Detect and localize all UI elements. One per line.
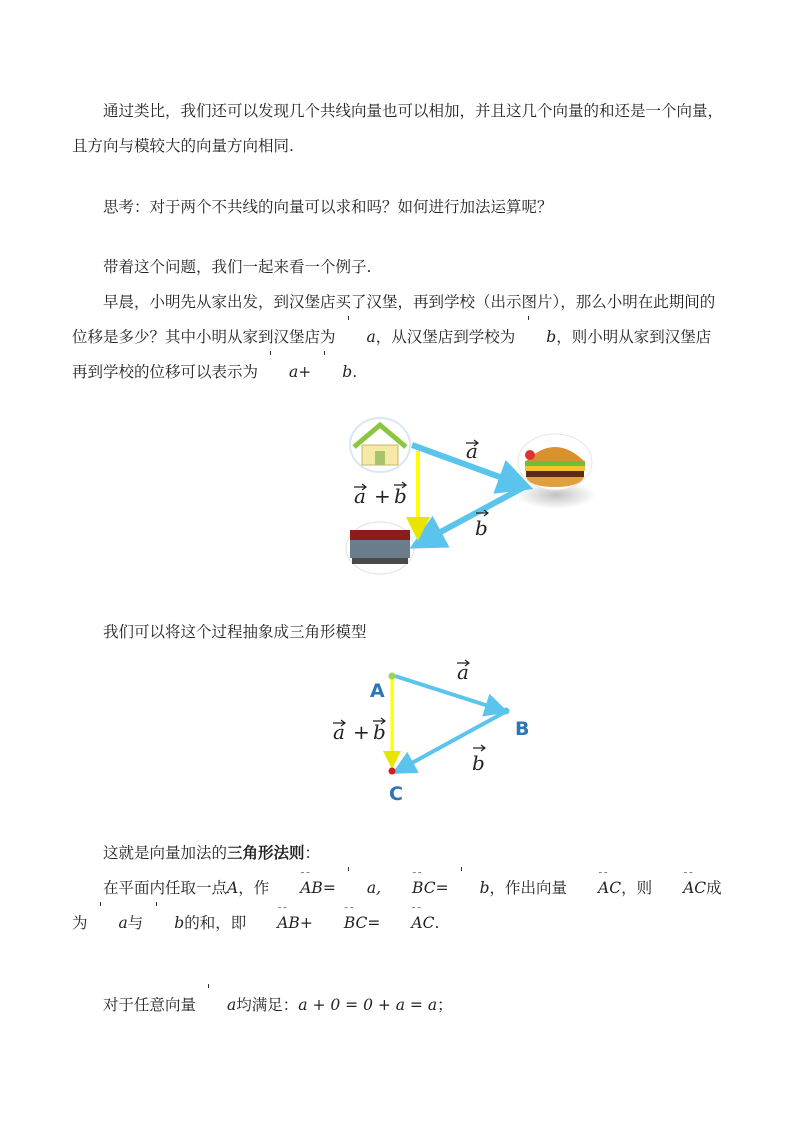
house-icon xyxy=(350,418,410,472)
text-segment: ，从汉堡店到学校为 xyxy=(375,328,516,346)
label-a-text: a xyxy=(466,439,478,463)
text-segment: . xyxy=(352,363,358,381)
label-sum-a-text: a xyxy=(333,720,345,744)
arrow-b xyxy=(420,485,528,543)
arrow-b xyxy=(399,712,505,770)
school-icon xyxy=(346,522,414,574)
point-a-label: A xyxy=(370,680,385,702)
text-segment: ，作出向量 xyxy=(489,879,568,897)
label-sum-a-text: a xyxy=(354,484,366,508)
label-sum-plus-text: + xyxy=(353,720,370,744)
label-b-text: b xyxy=(472,751,485,775)
label-sum-b-text: b xyxy=(373,720,386,744)
paragraph-abstraction xyxy=(72,615,724,650)
paragraph-example-intro xyxy=(72,250,724,285)
vector-ac: ˜˜ AC xyxy=(567,871,621,906)
vector-b: b xyxy=(515,320,556,355)
equals-sign: = xyxy=(322,879,336,897)
vector-bc: ˜˜ BC xyxy=(381,871,436,906)
label-a-text: a xyxy=(457,660,469,684)
burger-icon xyxy=(516,434,596,509)
triangle-rule-term: 三角形法则 xyxy=(227,844,305,862)
equals-sign: = xyxy=(367,914,381,932)
equals-sign: = xyxy=(435,879,449,897)
label-a xyxy=(466,439,478,463)
text-segment: 与 xyxy=(127,914,144,932)
point-a: A xyxy=(227,879,239,897)
arrow-a xyxy=(395,676,501,710)
label-sum-plus-text: + xyxy=(374,484,391,508)
vector-ac: ˜˜ AC xyxy=(380,906,434,941)
paragraph-text: 通过类比，我们还可以发现几个共线向量也可以相加，并且这几个向量的和还是一个向量，且方向与模较大的向量方向相同. xyxy=(72,102,724,155)
label-sum-b-text: b xyxy=(394,484,407,508)
text-segment: ； xyxy=(437,996,453,1014)
zero-vector-formula: a + 0 = 0 + a = a xyxy=(298,996,438,1014)
plus-sign: + xyxy=(298,363,312,381)
paragraph-collinear-sum xyxy=(72,94,724,164)
paragraph-xiaoming-example xyxy=(72,285,724,390)
text-segment: . xyxy=(434,914,440,932)
triangle-model-figure xyxy=(325,655,545,805)
paragraph-text: 思考：对于两个不共线的向量可以求和吗？如何进行加法运算呢？ xyxy=(103,198,553,216)
vector-ac: ˜˜ AC xyxy=(652,871,706,906)
vector-ab: ˜˜ AB xyxy=(246,906,300,941)
paragraph-zero-vector-property xyxy=(72,988,724,1023)
text-segment: 早晨，小明先从家出发，到汉堡店买了汉堡，再到学校（出示图片），那么小明在此期间的位移是多少？其中小明从家到汉堡店为 xyxy=(72,293,716,346)
text-segment: 均满足： xyxy=(236,996,299,1014)
vector-ab: ˜˜ AB xyxy=(269,871,323,906)
text-segment: ，则小明从家到汉堡店再到学校的位移可以表示为 xyxy=(72,328,712,381)
vector-a: a xyxy=(88,906,128,941)
label-a xyxy=(457,660,469,684)
text-segment: ，作 xyxy=(238,879,270,897)
vector-b: b xyxy=(143,906,184,941)
point-b-label: B xyxy=(515,718,530,740)
text-segment: 这就是向量加法的 xyxy=(103,844,228,862)
paragraph-thinking-question xyxy=(72,190,724,225)
label-b-text: b xyxy=(475,516,488,540)
text-segment: ，则 xyxy=(621,879,653,897)
text-segment: 对于任意向量 xyxy=(103,996,197,1014)
displacement-figure xyxy=(330,415,620,580)
point-c-dot xyxy=(389,768,396,775)
vector-a: a xyxy=(336,871,376,906)
text-segment: 成为 xyxy=(72,879,722,932)
point-a-dot xyxy=(389,673,396,680)
text-segment: 在平面内任取一点 xyxy=(103,879,228,897)
text-segment: ： xyxy=(304,844,321,862)
paragraph-text: 带着这个问题，我们一起来看一个例子. xyxy=(103,258,372,276)
point-c-label: C xyxy=(389,783,403,805)
paragraph-triangle-rule-definition xyxy=(72,871,724,941)
text-segment: 的和，即 xyxy=(184,914,247,932)
vector-a: a xyxy=(258,355,298,390)
vector-b: b xyxy=(311,355,352,390)
vector-a: a xyxy=(336,320,376,355)
paragraph-text: 我们可以将这个过程抽象成三角形模型 xyxy=(103,623,367,641)
vector-b: b xyxy=(449,871,490,906)
plus-sign: + xyxy=(299,914,313,932)
label-a-plus-b xyxy=(354,482,407,508)
vector-a: a xyxy=(196,988,236,1023)
comma: , xyxy=(376,879,382,897)
vector-bc: ˜˜ BC xyxy=(313,906,368,941)
label-a-plus-b xyxy=(333,718,386,744)
point-b-dot xyxy=(503,708,510,715)
label-b xyxy=(472,745,485,775)
